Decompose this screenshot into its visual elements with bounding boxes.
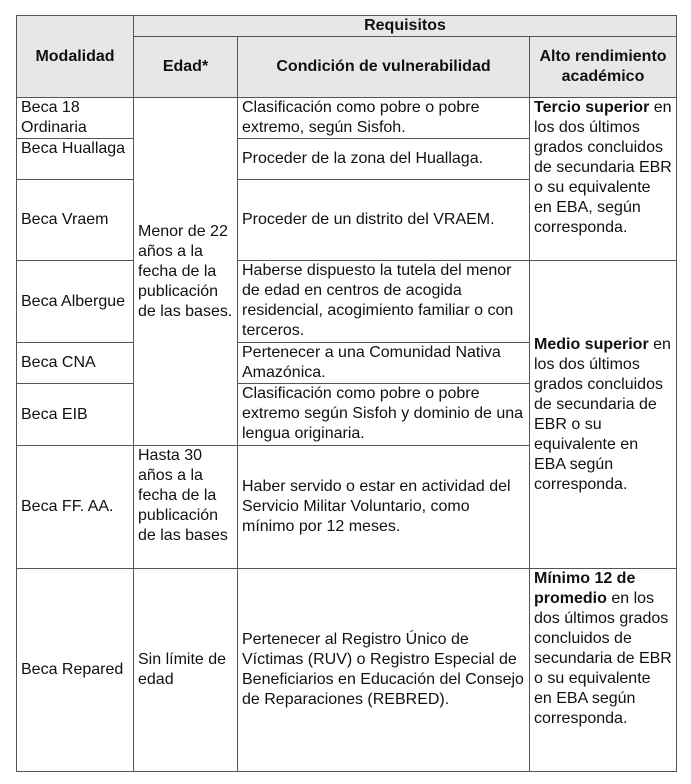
- header-edad: Edad*: [134, 37, 238, 98]
- rendimiento-text: en los dos últimos grados concluidos de secundaria de EBR o su equivalente en EBA según corresponda.: [534, 590, 672, 727]
- modalidad-cell: Beca Repared: [17, 569, 134, 772]
- rendimiento-cell: [530, 98, 677, 261]
- edad-cell: Sin límite de edad: [134, 569, 238, 772]
- edad-cell: Hasta 30 años a la fecha de la publicación de las bases: [134, 446, 238, 569]
- header-requisitos: Requisitos: [134, 16, 677, 37]
- header-condicion: Condición de vulnerabilidad: [238, 37, 530, 98]
- header-modalidad: Modalidad: [17, 16, 134, 98]
- condicion-cell: Proceder de un distrito del VRAEM.: [238, 180, 530, 261]
- condicion-cell: Clasificación como pobre o pobre extremo, según Sisfoh.: [238, 98, 530, 139]
- condicion-cell: Clasificación como pobre o pobre extremo según Sisfoh y dominio de una lengua originaria.: [238, 384, 530, 446]
- rendimiento-bold: Mínimo 12 de promedio: [534, 570, 636, 607]
- condicion-cell: Pertenecer a una Comunidad Nativa Amazónica.: [238, 343, 530, 384]
- modalidad-cell: Beca CNA: [17, 343, 134, 384]
- rendimiento-cell: [530, 261, 677, 569]
- modalidad-cell: Beca 18 Ordinaria: [17, 98, 134, 139]
- rendimiento-cell: [530, 569, 677, 772]
- requisitos-table: [16, 15, 677, 772]
- modalidad-cell: Beca Vraem: [17, 180, 134, 261]
- edad-cell: Menor de 22 años a la fecha de la publicación de las bases.: [134, 98, 238, 446]
- condicion-cell: Haberse dispuesto la tutela del menor de edad en centros de acogida residencial, acogimiento familiar o con terceros.: [238, 261, 530, 343]
- rendimiento-text: en los dos últimos grados concluidos de secundaria de EBR o su equivalente en EBA según corresponda.: [534, 335, 671, 493]
- header-rendimiento: Alto rendimiento académico: [530, 37, 677, 98]
- rendimiento-text: en los dos últimos grados concluidos de secundaria EBR o su equivalente en EBA, según corresponda.: [534, 99, 672, 236]
- rendimiento-bold: Tercio superior: [534, 99, 650, 116]
- condicion-cell: Pertenecer al Registro Único de Víctimas (RUV) o Registro Especial de Beneficiarios en Educación del Consejo de Reparaciones (REBRED).: [238, 569, 530, 772]
- modalidad-cell: Beca Albergue: [17, 261, 134, 343]
- rendimiento-bold: Medio superior: [534, 335, 649, 353]
- modalidad-cell: Beca FF. AA.: [17, 446, 134, 569]
- condicion-cell: Haber servido o estar en actividad del Servicio Militar Voluntario, como mínimo por 12 meses.: [238, 446, 530, 569]
- condicion-cell: Proceder de la zona del Huallaga.: [238, 139, 530, 180]
- modalidad-cell: Beca Huallaga: [17, 139, 134, 180]
- modalidad-cell: Beca EIB: [17, 384, 134, 446]
